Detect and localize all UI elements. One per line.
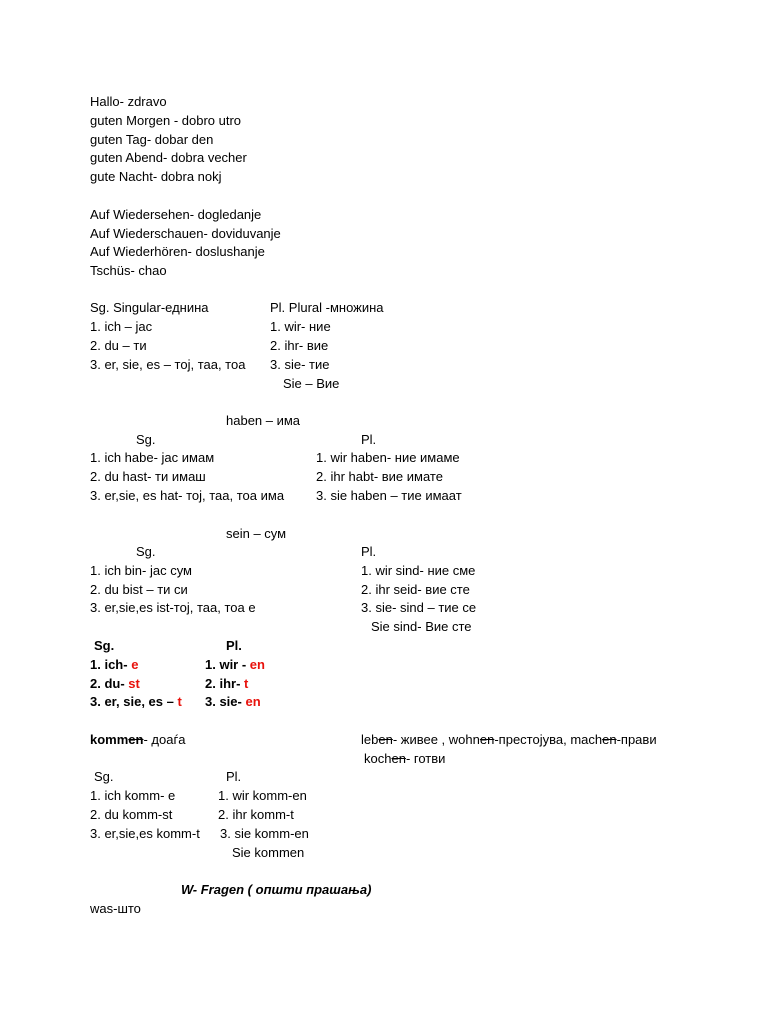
haben-pl-label: Pl. bbox=[361, 432, 377, 447]
kommen-heading bbox=[90, 732, 185, 748]
ending-sg-row bbox=[90, 694, 182, 710]
endings-pl-label: Pl. bbox=[226, 638, 242, 653]
endings-sg-label: Sg. bbox=[94, 638, 115, 653]
singular-header: Sg. Singular-еднина bbox=[90, 300, 209, 315]
haben-sg-row: 1. ich habe- јас имам bbox=[90, 450, 215, 465]
kommen-stem: komm bbox=[90, 732, 129, 747]
pronoun-sg: 1. ich – јас bbox=[90, 319, 153, 334]
plural-header: Pl. Plural -множина bbox=[270, 300, 384, 315]
haben-title: haben – има bbox=[226, 413, 301, 428]
ending-prefix: 2. ihr- bbox=[205, 676, 245, 691]
other-verbs-line bbox=[361, 732, 657, 748]
kommen-pl-label: Pl. bbox=[226, 769, 242, 784]
machen-meaning: -прави bbox=[616, 732, 657, 747]
ending-pl-row bbox=[205, 657, 265, 673]
sein-pl-row: 2. ihr seid- вие сте bbox=[361, 582, 470, 597]
ending-prefix: 2. du- bbox=[90, 676, 129, 691]
leben-suffix: en bbox=[378, 732, 393, 747]
machen-stem: mach bbox=[570, 732, 603, 747]
kommen-suffix: en bbox=[128, 732, 144, 747]
haben-sg-label: Sg. bbox=[136, 432, 156, 447]
ending-prefix: 1. ich- bbox=[90, 657, 132, 672]
farewell-line: Auf Wiederhören- doslushanje bbox=[90, 244, 265, 259]
sein-pl-row: 3. sie- sind – тие се bbox=[361, 600, 477, 615]
sein-pl-row: 1. wir sind- ние сме bbox=[361, 563, 476, 578]
kochen-suffix: en bbox=[391, 751, 406, 766]
wohnen-meaning: -престојува, bbox=[494, 732, 571, 747]
greeting-line: guten Morgen - dobro utro bbox=[90, 113, 242, 128]
ending-pl-row bbox=[205, 694, 261, 710]
kochen-meaning: - готви bbox=[405, 751, 446, 766]
wfragen-title: W- Fragen ( општи прашања) bbox=[181, 882, 372, 897]
pronoun-pl: 3. sie- тие bbox=[270, 357, 330, 372]
pronoun-pl: 2. ihr- вие bbox=[270, 338, 329, 353]
kommen-pl-row: 3. sie komm-en bbox=[220, 826, 309, 841]
kommen-meaning: - доаѓа bbox=[143, 732, 186, 747]
leben-meaning: - живее , bbox=[392, 732, 449, 747]
kommen-formal: Sie kommen bbox=[232, 845, 305, 860]
kommen-sg-row: 1. ich komm- e bbox=[90, 788, 176, 803]
ending-suffix: t bbox=[177, 694, 182, 709]
wfragen-item: was-што bbox=[90, 901, 141, 916]
kochen-stem: koch bbox=[364, 751, 392, 766]
sein-pl-label: Pl. bbox=[361, 544, 377, 559]
sein-sg-label: Sg. bbox=[136, 544, 156, 559]
kommen-sg-row: 3. er,sie,es komm-t bbox=[90, 826, 200, 841]
greeting-line: guten Abend- dobra vecher bbox=[90, 150, 247, 165]
ending-pl-row bbox=[205, 676, 248, 692]
ending-suffix: en bbox=[249, 657, 265, 672]
kommen-pl-row: 1. wir komm-en bbox=[218, 788, 307, 803]
sein-formal: Sie sind- Вие сте bbox=[371, 619, 472, 634]
pronoun-sg: 3. er, sie, es – тој, таа, тоа bbox=[90, 357, 246, 372]
sein-sg-row: 1. ich bin- јас сум bbox=[90, 563, 192, 578]
ending-suffix: en bbox=[245, 694, 261, 709]
pronoun-pl: 1. wir- ние bbox=[270, 319, 331, 334]
kommen-sg-row: 2. du komm-st bbox=[90, 807, 173, 822]
wohnen-stem: wohn bbox=[448, 732, 480, 747]
kommen-sg-label: Sg. bbox=[94, 769, 114, 784]
ending-prefix: 3. er, sie, es – bbox=[90, 694, 178, 709]
ending-sg-row bbox=[90, 676, 140, 692]
sein-sg-row: 2. du bist – ти си bbox=[90, 582, 188, 597]
greeting-line: guten Tag- dobar den bbox=[90, 132, 214, 147]
kommen-pl-row: 2. ihr komm-t bbox=[218, 807, 294, 822]
machen-suffix: en bbox=[602, 732, 617, 747]
ending-prefix: 1. wir - bbox=[205, 657, 250, 672]
ending-suffix: st bbox=[128, 676, 140, 691]
kochen-line bbox=[364, 751, 445, 767]
greeting-line: Hallo- zdravo bbox=[90, 94, 167, 109]
haben-pl-row: 3. sie haben – тие имаат bbox=[316, 488, 462, 503]
wohnen-suffix: en bbox=[479, 732, 495, 747]
farewell-line: Auf Wiedersehen- dogledanje bbox=[90, 207, 262, 222]
haben-pl-row: 2. ihr habt- вие имате bbox=[316, 469, 443, 484]
ending-suffix: e bbox=[131, 657, 139, 672]
sein-title: sein – сум bbox=[226, 526, 287, 541]
sein-sg-row: 3. er,sie,es ist-тој, таа, тоа е bbox=[90, 600, 256, 615]
greeting-line: gute Nacht- dobra nokj bbox=[90, 169, 222, 184]
pronoun-sg: 2. du – ти bbox=[90, 338, 147, 353]
haben-sg-row: 2. du hast- ти имаш bbox=[90, 469, 206, 484]
farewell-line: Auf Wiederschauen- doviduvanje bbox=[90, 226, 281, 241]
farewell-line: Tschüs- chao bbox=[90, 263, 167, 278]
pronoun-formal: Sie – Вие bbox=[283, 376, 340, 391]
ending-sg-row bbox=[90, 657, 138, 673]
haben-sg-row: 3. er,sie, es hat- тој, таа, тоа има bbox=[90, 488, 285, 503]
ending-suffix: t bbox=[244, 676, 249, 691]
ending-prefix: 3. sie- bbox=[205, 694, 246, 709]
leben-stem: leb bbox=[361, 732, 379, 747]
haben-pl-row: 1. wir haben- ние имаме bbox=[316, 450, 460, 465]
